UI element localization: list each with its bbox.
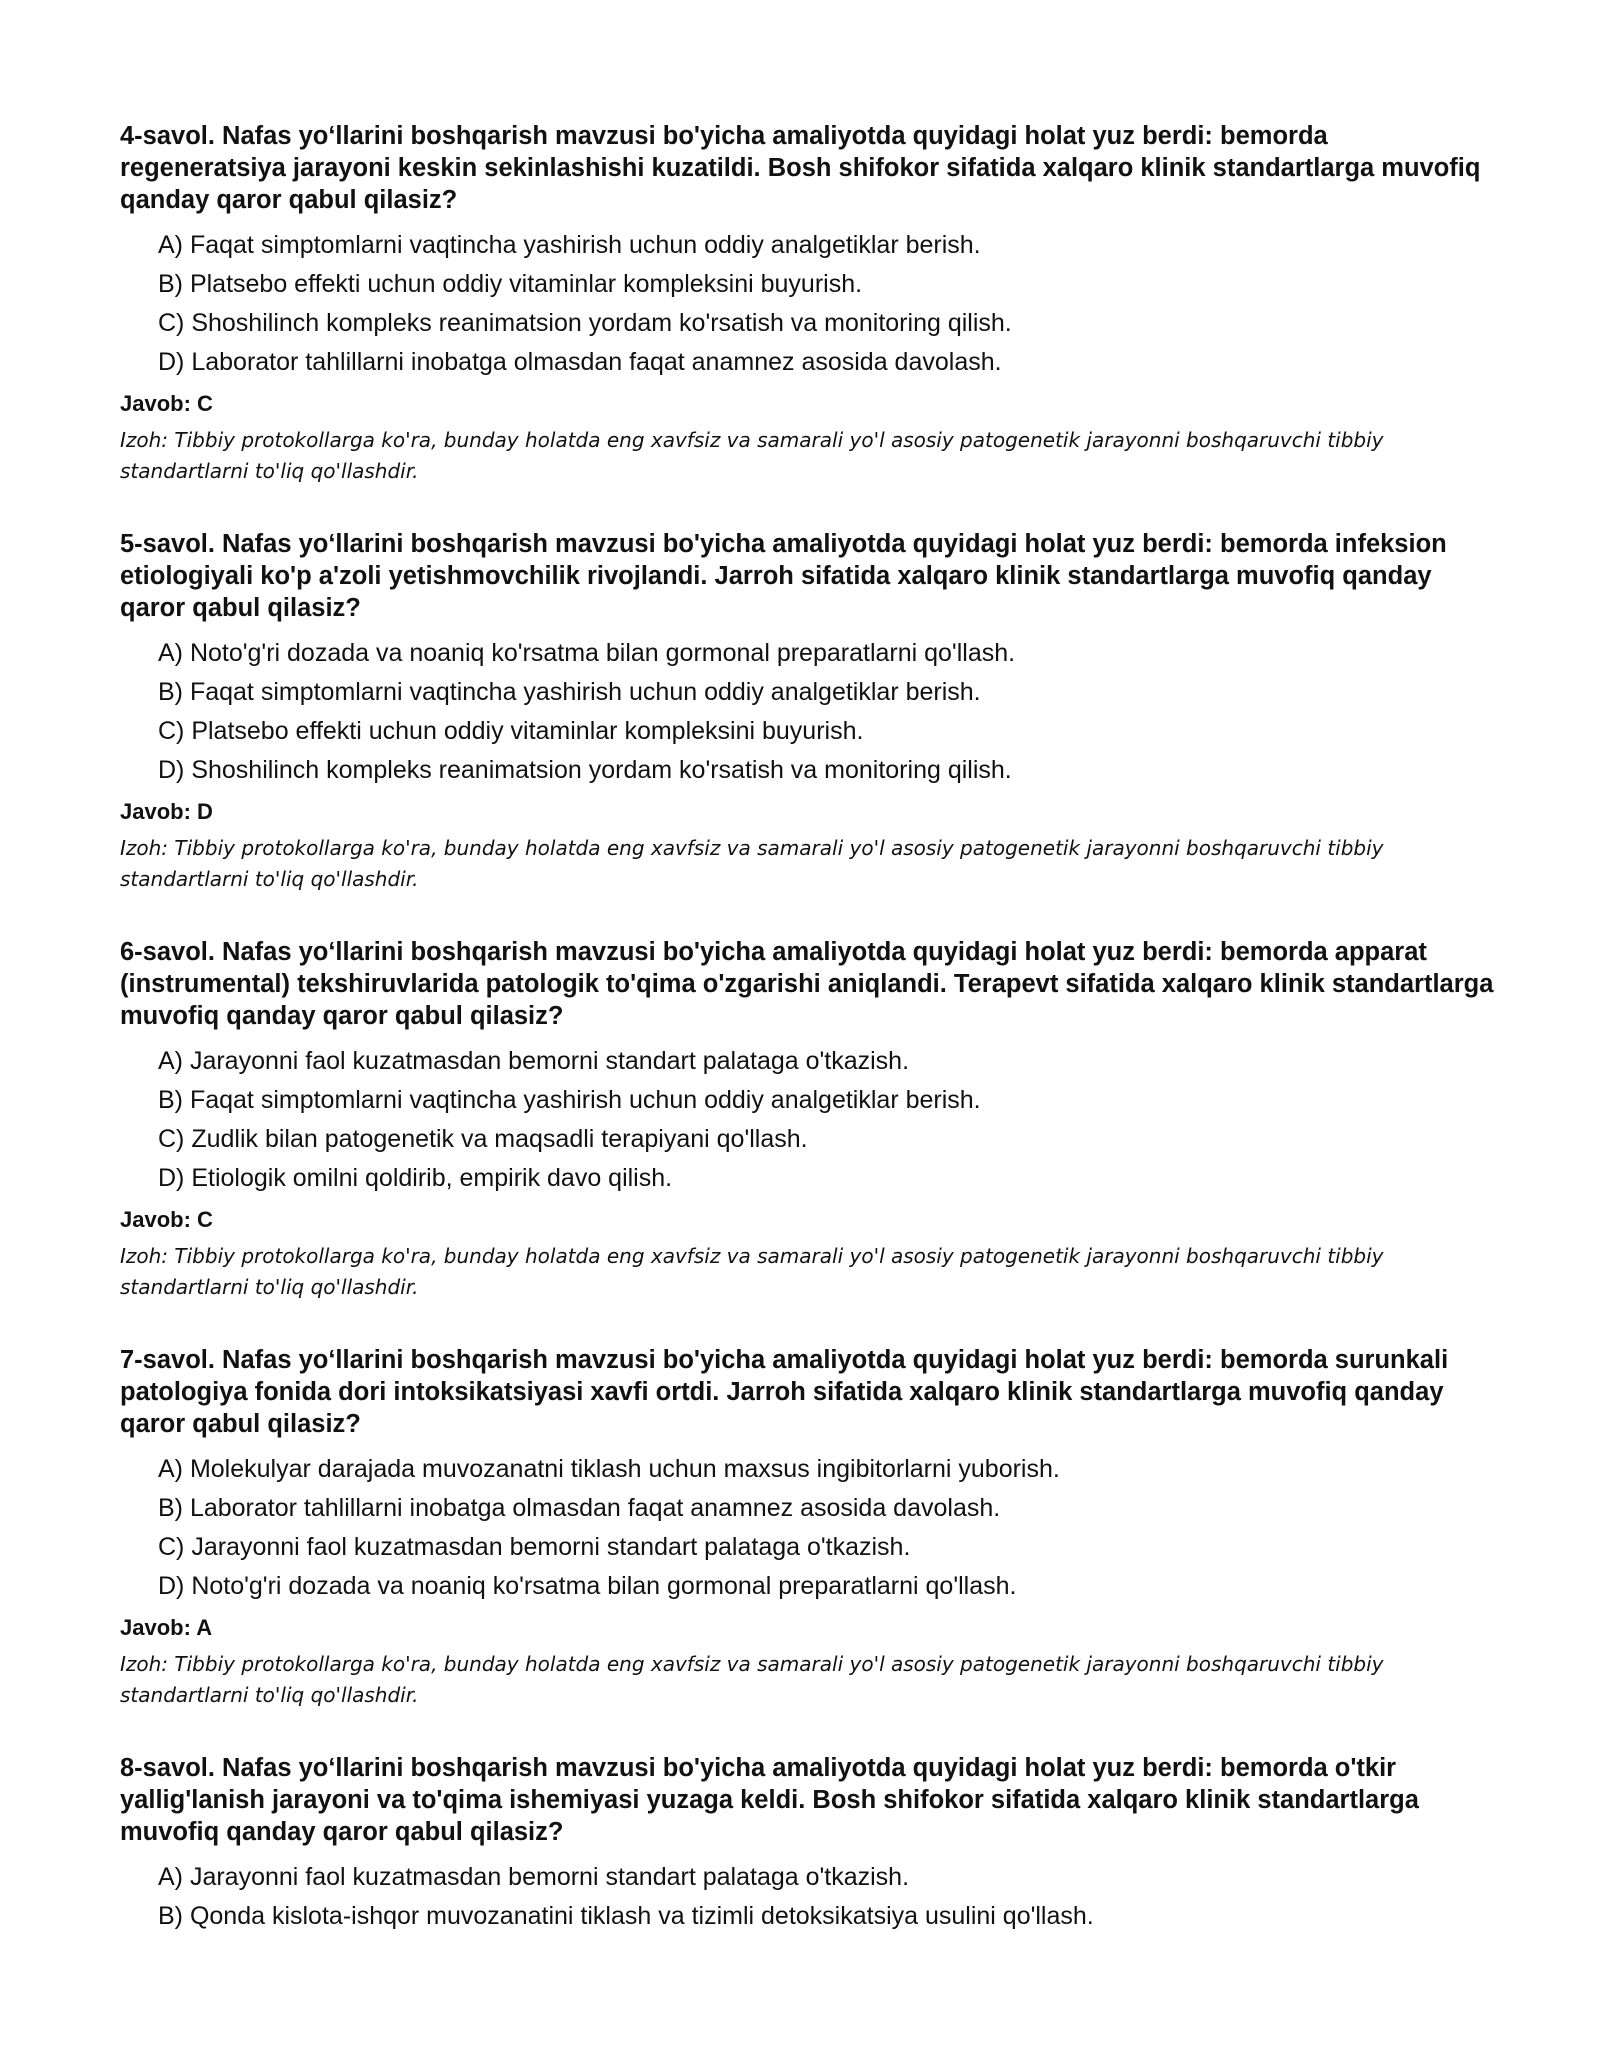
answer-options [120,1858,1500,1936]
question-text: 7-savol. Nafas yo‘llarini boshqarish mavzusi bo'yicha amaliyotda quyidagi holat yuz berdi: bemorda surunkali patologiya fonida dori intoksikatsiyasi xavfi ortdi. Jarroh sifatida xalqaro klinik standartlarga muvofiq qanday qaror qabul qilasiz? [120,1346,1449,1438]
question-text: 8-savol. Nafas yo‘llarini boshqarish mavzusi bo'yicha amaliyotda quyidagi holat yuz berdi: bemorda o'tkir yallig'lanish jarayoni va to'qima ishemiyasi yuzaga keldi. Bosh shifokor sifatida xalqaro klinik standartlarga muvofiq qanday qaror qabul qilasiz? [120,1754,1419,1846]
answer-options [120,1450,1500,1606]
option-b: B) Qonda kislota-ishqor muvozanatini tiklash va tizimli detoksikatsiya usulini qo'llash. [158,1902,1094,1930]
answer-key: Javob: C [120,1207,213,1232]
answer-key: Javob: A [120,1615,213,1640]
explanation-note: Izoh: Tibbiy protokollarga ko'ra, bunday holatda eng xavfsiz va samarali yo'l asosiy patogenetik jarayonni boshqaruvchi tibbiy standartlarni to'liq qo'llashdir. [120,1652,1384,1707]
answer-key: Javob: C [120,391,213,416]
option-a: A) Jarayonni faol kuzatmasdan bemorni standart palataga o'tkazish. [158,1863,910,1891]
question-text: 6-savol. Nafas yo‘llarini boshqarish mavzusi bo'yicha amaliyotda quyidagi holat yuz berdi: bemorda apparat (instrumental) tekshiruvlarida patologik to'qima o'zgarishi aniqlandi. Terapevt sifatida xalqaro klinik standartlarga muvofiq qanday qaror qabul qilasiz? [120,938,1494,1030]
answer-options [120,634,1500,790]
question-block [120,528,1500,895]
explanation-note: Izoh: Tibbiy protokollarga ko'ra, bunday holatda eng xavfsiz va samarali yo'l asosiy patogenetik jarayonni boshqaruvchi tibbiy standartlarni to'liq qo'llashdir. [120,428,1384,483]
option-d: D) Noto'g'ri dozada va noaniq ko'rsatma bilan gormonal preparatlarni qo'llash. [158,1572,1017,1600]
option-c: C) Shoshilinch kompleks reanimatsion yordam ko'rsatish va monitoring qilish. [158,309,1012,337]
option-d: D) Laborator tahlillarni inobatga olmasdan faqat anamnez asosida davolash. [158,348,1002,376]
option-c: C) Jarayonni faol kuzatmasdan bemorni standart palataga o'tkazish. [158,1533,911,1561]
option-a: A) Noto'g'ri dozada va noaniq ko'rsatma bilan gormonal preparatlarni qo'llash. [158,639,1016,667]
answer-key: Javob: D [120,799,213,824]
question-text: 4-savol. Nafas yo‘llarini boshqarish mavzusi bo'yicha amaliyotda quyidagi holat yuz berdi: bemorda regeneratsiya jarayoni keskin sekinlashishi kuzatildi. Bosh shifokor sifatida xalqaro klinik standartlarga muvofiq qanday qaror qabul qilasiz? [120,122,1481,214]
option-c: C) Zudlik bilan patogenetik va maqsadli terapiyani qo'llash. [158,1125,808,1153]
question-block [120,120,1500,487]
option-d: D) Shoshilinch kompleks reanimatsion yordam ko'rsatish va monitoring qilish. [158,756,1012,784]
explanation-note: Izoh: Tibbiy protokollarga ko'ra, bunday holatda eng xavfsiz va samarali yo'l asosiy patogenetik jarayonni boshqaruvchi tibbiy standartlarni to'liq qo'llashdir. [120,836,1384,891]
option-b: B) Faqat simptomlarni vaqtincha yashirish uchun oddiy analgetiklar berish. [158,1086,981,1114]
question-block [120,936,1500,1303]
option-b: B) Laborator tahlillarni inobatga olmasdan faqat anamnez asosida davolash. [158,1494,1001,1522]
option-a: A) Molekulyar darajada muvozanatni tiklash uchun maxsus ingibitorlarni yuborish. [158,1455,1060,1483]
question-block [120,1752,1500,1936]
answer-options [120,226,1500,382]
explanation-note: Izoh: Tibbiy protokollarga ko'ra, bunday holatda eng xavfsiz va samarali yo'l asosiy patogenetik jarayonni boshqaruvchi tibbiy standartlarni to'liq qo'llashdir. [120,1244,1384,1299]
document-page [120,120,1500,1977]
question-block [120,1344,1500,1711]
option-b: B) Faqat simptomlarni vaqtincha yashirish uchun oddiy analgetiklar berish. [158,678,981,706]
question-text: 5-savol. Nafas yo‘llarini boshqarish mavzusi bo'yicha amaliyotda quyidagi holat yuz berdi: bemorda infeksion etiologiyali ko'p a'zoli yetishmovchilik rivojlandi. Jarroh sifatida xalqaro klinik standartlarga muvofiq qanday qaror qabul qilasiz? [120,530,1447,622]
option-b: B) Platsebo effekti uchun oddiy vitaminlar kompleksini buyurish. [158,270,863,298]
option-a: A) Jarayonni faol kuzatmasdan bemorni standart palataga o'tkazish. [158,1047,910,1075]
option-a: A) Faqat simptomlarni vaqtincha yashirish uchun oddiy analgetiklar berish. [158,231,981,259]
option-c: C) Platsebo effekti uchun oddiy vitaminlar kompleksini buyurish. [158,717,864,745]
answer-options [120,1042,1500,1198]
option-d: D) Etiologik omilni qoldirib, empirik davo qilish. [158,1164,673,1192]
